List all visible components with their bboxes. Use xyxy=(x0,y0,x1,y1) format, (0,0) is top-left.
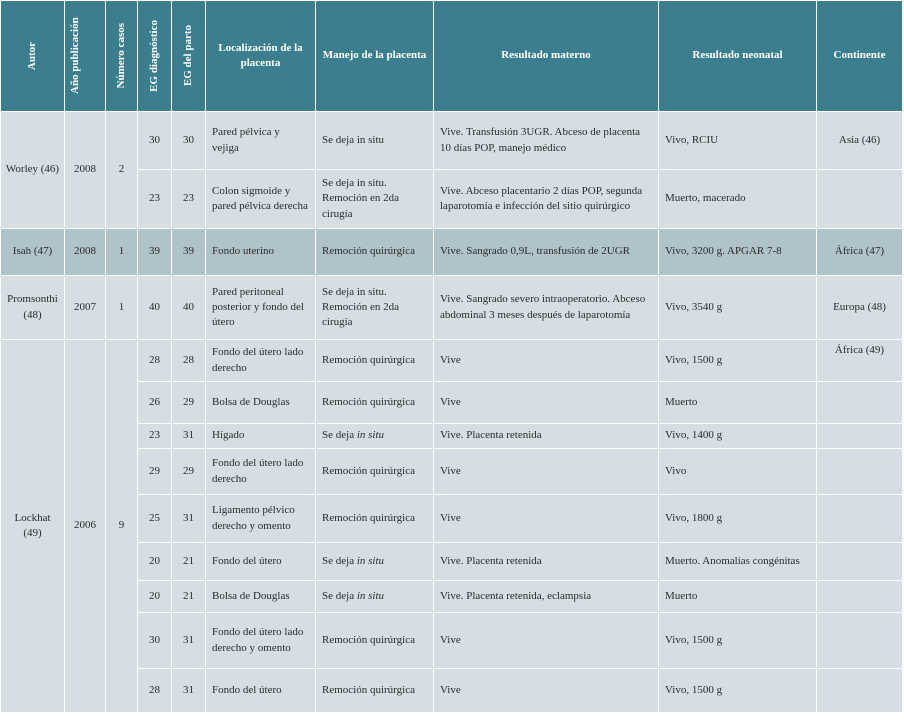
materno-cell: Vive. Placenta retenida xyxy=(434,424,659,449)
eg-diag-cell: 23 xyxy=(138,424,172,449)
header-res-neonatal: Resultado neonatal xyxy=(659,1,817,112)
manejo-cell: Remoción quirúrgica xyxy=(316,340,434,382)
eg-diag-cell: 30 xyxy=(138,112,172,170)
neonatal-cell: Vivo, 1400 g xyxy=(659,424,817,449)
continente-cell: África (49) xyxy=(817,340,903,382)
manejo-cell xyxy=(316,581,434,613)
header-row xyxy=(1,1,903,112)
neonatal-cell: Vivo, 3540 g xyxy=(659,276,817,340)
manejo-cell: Se deja in situ. Remoción en 2da cirugía xyxy=(316,276,434,340)
continente-cell xyxy=(817,613,903,669)
continente-cell xyxy=(817,495,903,543)
header-manejo: Manejo de la placenta xyxy=(316,1,434,112)
materno-cell: Vive. Placenta retenida xyxy=(434,543,659,581)
localizacion-cell: Fondo del útero lado derecho xyxy=(206,449,316,495)
eg-parto-cell: 39 xyxy=(172,229,206,276)
autor-cell: Worley (46) xyxy=(1,112,65,229)
materno-cell: Vive xyxy=(434,340,659,382)
table-row xyxy=(1,276,903,340)
eg-parto-cell: 30 xyxy=(172,112,206,170)
eg-parto-cell: 23 xyxy=(172,170,206,229)
manejo-cell xyxy=(316,424,434,449)
header-eg-parto: EG del parto xyxy=(172,1,206,112)
materno-cell: Vive xyxy=(434,613,659,669)
manejo-italic: in situ xyxy=(356,429,385,442)
continente-cell xyxy=(817,170,903,229)
eg-diag-cell: 23 xyxy=(138,170,172,229)
neonatal-cell: Muerto, macerado xyxy=(659,170,817,229)
table-row xyxy=(1,229,903,276)
eg-diag-cell: 28 xyxy=(138,340,172,382)
materno-cell: Vive xyxy=(434,669,659,713)
eg-diag-cell: 26 xyxy=(138,382,172,424)
continente-cell xyxy=(817,382,903,424)
manejo-cell: Remoción quirúrgica xyxy=(316,229,434,276)
autor-cell: Lockhat (49) xyxy=(1,340,65,713)
neonatal-cell: Vivo, 1800 g xyxy=(659,495,817,543)
neonatal-cell: Vivo, 1500 g xyxy=(659,613,817,669)
manejo-cell: Se deja in situ. Remoción en 2da cirugía xyxy=(316,170,434,229)
eg-diag-cell: 30 xyxy=(138,613,172,669)
header-autor: Autor xyxy=(1,1,65,112)
materno-cell: Vive. Transfusión 3UGR. Abceso de placenta 10 días POP, manejo médico xyxy=(434,112,659,170)
eg-parto-cell: 31 xyxy=(172,495,206,543)
continente-cell: Asia (46) xyxy=(817,112,903,170)
header-localizacion: Localización de la placenta xyxy=(206,1,316,112)
eg-parto-cell: 21 xyxy=(172,581,206,613)
eg-diag-cell: 20 xyxy=(138,581,172,613)
manejo-cell: Remoción quirúrgica xyxy=(316,495,434,543)
materno-cell: Vive xyxy=(434,449,659,495)
materno-cell: Vive. Abceso placentario 2 días POP, segunda laparotomía e infección del sitio quirúrgico xyxy=(434,170,659,229)
continente-cell: Europa (48) xyxy=(817,276,903,340)
materno-cell: Vive xyxy=(434,382,659,424)
casos-cell: 1 xyxy=(106,229,138,276)
manejo-cell: Remoción quirúrgica xyxy=(316,382,434,424)
manejo-cell: Se deja in situ xyxy=(316,112,434,170)
eg-parto-cell: 28 xyxy=(172,340,206,382)
manejo-cell: Remoción quirúrgica xyxy=(316,449,434,495)
manejo-text: Se deja xyxy=(322,554,357,567)
neonatal-cell: Muerto. Anomalías congénitas xyxy=(659,543,817,581)
neonatal-cell: Vivo, 1500 g xyxy=(659,669,817,713)
header-continente: Continente xyxy=(817,1,903,112)
anio-cell: 2008 xyxy=(65,112,106,229)
manejo-italic: in situ xyxy=(356,589,385,602)
eg-parto-cell: 29 xyxy=(172,382,206,424)
continente-cell xyxy=(817,543,903,581)
eg-parto-cell: 21 xyxy=(172,543,206,581)
eg-parto-cell: 29 xyxy=(172,449,206,495)
localizacion-cell: Bolsa de Douglas xyxy=(206,382,316,424)
neonatal-cell: Vivo xyxy=(659,449,817,495)
materno-cell: Vive xyxy=(434,495,659,543)
localizacion-cell: Pared peritoneal posterior y fondo del útero xyxy=(206,276,316,340)
autor-cell: Promsonthi (48) xyxy=(1,276,65,340)
header-casos: Número casos xyxy=(106,1,138,112)
continente-cell xyxy=(817,424,903,449)
materno-cell: Vive. Placenta retenida, eclampsia xyxy=(434,581,659,613)
localizacion-cell: Ligamento pélvico derecho y omento xyxy=(206,495,316,543)
localizacion-cell: Colon sigmoide y pared pélvica derecha xyxy=(206,170,316,229)
header-anio: Año publicación xyxy=(65,1,106,112)
localizacion-cell: Fondo del útero lado derecho y omento xyxy=(206,613,316,669)
localizacion-cell: Hígado xyxy=(206,424,316,449)
eg-diag-cell: 20 xyxy=(138,543,172,581)
casos-cell: 1 xyxy=(106,276,138,340)
eg-parto-cell: 40 xyxy=(172,276,206,340)
localizacion-cell: Fondo del útero xyxy=(206,669,316,713)
localizacion-cell: Bolsa de Douglas xyxy=(206,581,316,613)
manejo-text: Se deja xyxy=(322,429,357,442)
table-row xyxy=(1,340,903,382)
neonatal-cell: Muerto xyxy=(659,382,817,424)
casos-cell: 2 xyxy=(106,112,138,229)
eg-diag-cell: 40 xyxy=(138,276,172,340)
table-row xyxy=(1,112,903,170)
casos-cell: 9 xyxy=(106,340,138,713)
eg-diag-cell: 28 xyxy=(138,669,172,713)
manejo-cell: Remoción quirúrgica xyxy=(316,669,434,713)
continente-cell: África (47) xyxy=(817,229,903,276)
materno-cell: Vive. Sangrado 0,9L, transfusión de 2UGR xyxy=(434,229,659,276)
neonatal-cell: Vivo, 1500 g xyxy=(659,340,817,382)
localizacion-cell: Pared pélvica y vejiga xyxy=(206,112,316,170)
anio-cell: 2006 xyxy=(65,340,106,713)
continente-cell xyxy=(817,581,903,613)
eg-parto-cell: 31 xyxy=(172,424,206,449)
localizacion-cell: Fondo uterino xyxy=(206,229,316,276)
materno-cell: Vive. Sangrado severo intraoperatorio. Abceso abdominal 3 meses después de laparotomía xyxy=(434,276,659,340)
eg-parto-cell: 31 xyxy=(172,613,206,669)
neonatal-cell: Vivo, 3200 g. APGAR 7-8 xyxy=(659,229,817,276)
localizacion-cell: Fondo del útero lado derecho xyxy=(206,340,316,382)
anio-cell: 2008 xyxy=(65,229,106,276)
anio-cell: 2007 xyxy=(65,276,106,340)
header-eg-diag: EG diagnóstico xyxy=(138,1,172,112)
header-res-materno: Resultado materno xyxy=(434,1,659,112)
neonatal-cell: Muerto xyxy=(659,581,817,613)
continente-cell xyxy=(817,669,903,713)
manejo-text: Se deja xyxy=(322,589,357,602)
neonatal-cell: Vivo, RCIU xyxy=(659,112,817,170)
eg-diag-cell: 29 xyxy=(138,449,172,495)
manejo-cell xyxy=(316,543,434,581)
eg-diag-cell: 39 xyxy=(138,229,172,276)
localizacion-cell: Fondo del útero xyxy=(206,543,316,581)
manejo-italic: in situ xyxy=(356,554,385,567)
eg-parto-cell: 31 xyxy=(172,669,206,713)
manejo-cell: Remoción quirúrgica xyxy=(316,613,434,669)
continente-cell xyxy=(817,449,903,495)
eg-diag-cell: 25 xyxy=(138,495,172,543)
autor-cell: Isah (47) xyxy=(1,229,65,276)
